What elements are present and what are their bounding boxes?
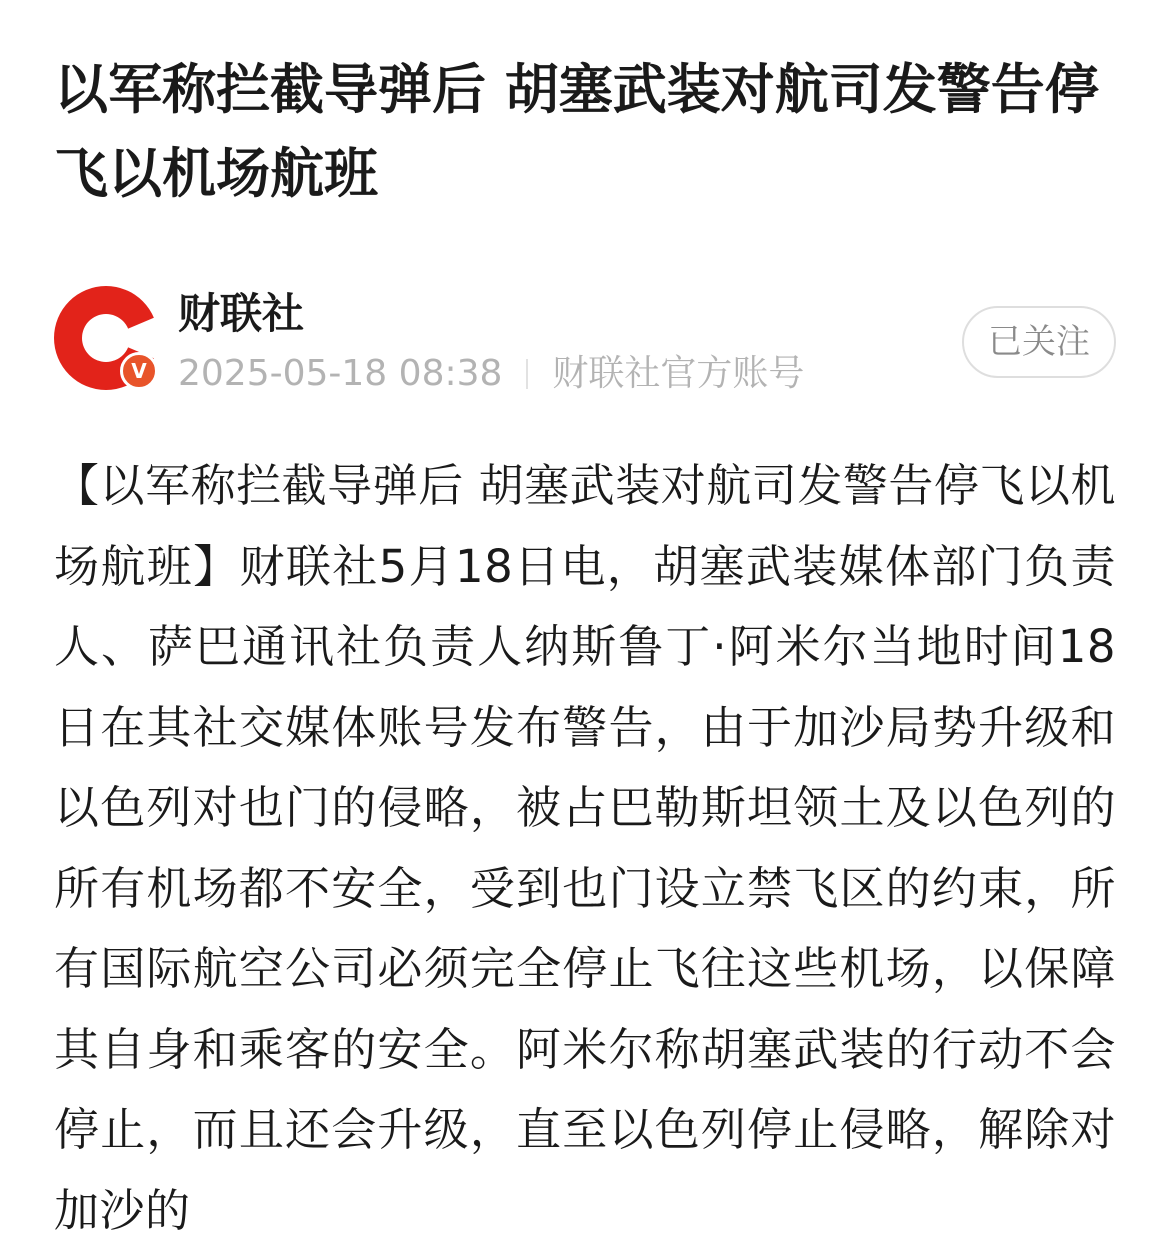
article-title: 以军称拦截导弹后 胡塞武装对航司发警告停飞以机场航班: [54, 58, 1099, 205]
meta-divider: [526, 359, 528, 389]
avatar[interactable]: [54, 286, 158, 390]
article-body: 【以军称拦截导弹后 胡塞武装对航司发警告停飞以机场航班】财联社5月18日电，胡塞武装媒体部门负责人、萨巴通讯社负责人纳斯鲁丁·阿米尔当地时间18日在其社交媒体账号发布警告，由于加沙局势升级和以色列对也门的侵略，被占巴勒斯坦领土及以色列的所有机场都不安全，受到也门设立禁飞区的约束，所有国际航空公司必须完全停止飞往这些机场，以保障其自身和乘客的安全。阿米尔称胡塞武装的行动不会停止，而且还会升级，直至以色列停止侵略，解除对加沙的: [54, 459, 1116, 1236]
follow-button[interactable]: 已关注: [962, 306, 1116, 378]
author-meta: [178, 352, 804, 396]
verified-icon: V: [120, 352, 158, 390]
author-name[interactable]: 财联社: [178, 289, 305, 338]
publish-time: 2025-05-18 08:38: [178, 353, 503, 394]
account-type: 财联社官方账号: [552, 353, 805, 394]
author-row: [54, 286, 1116, 396]
